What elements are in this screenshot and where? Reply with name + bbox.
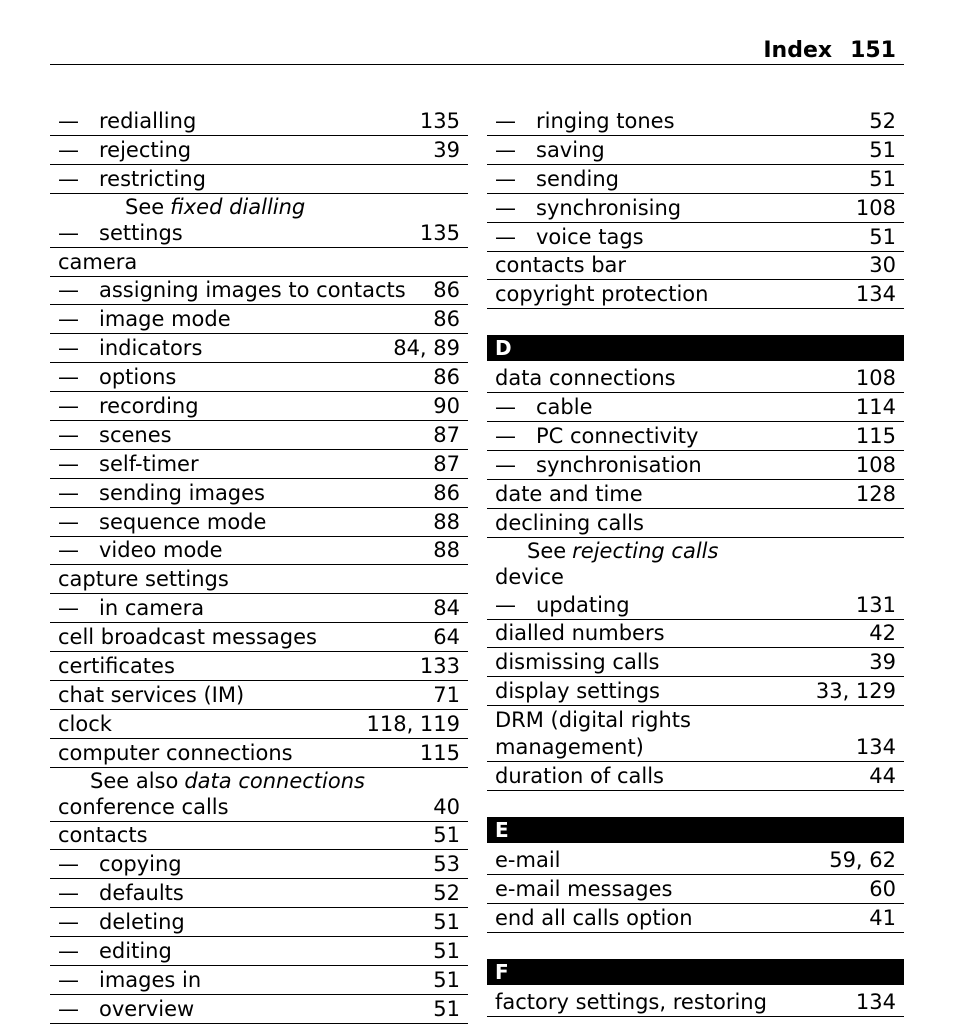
see-target: data connections <box>184 768 365 793</box>
entry-term: options <box>99 365 177 390</box>
index-entry <box>487 510 904 538</box>
index-subentry <box>487 224 904 252</box>
index-entry <box>50 624 468 652</box>
entry-pages: 44 <box>869 764 896 789</box>
entry-term-wrap <box>495 707 755 761</box>
entry-term-wrap <box>58 566 229 593</box>
index-subentry <box>50 306 468 334</box>
entry-term-wrap <box>495 481 643 508</box>
subentry-dash: — <box>58 278 79 303</box>
subentry-dash: — <box>495 395 516 420</box>
subentry-dash: — <box>58 910 79 935</box>
subentry-dash: — <box>58 166 79 191</box>
entry-pages: 108 <box>855 453 896 478</box>
entry-term-wrap <box>495 678 660 705</box>
entry-term-wrap <box>58 740 293 767</box>
index-entry <box>487 763 904 791</box>
subentry-dash: — <box>58 365 79 390</box>
entry-term: overview <box>99 996 195 1021</box>
entry-term-wrap <box>495 905 693 932</box>
index-subentry <box>487 423 904 451</box>
entry-term: PC connectivity <box>536 424 699 449</box>
entry-term-wrap <box>58 220 183 247</box>
entry-pages: 51 <box>433 996 460 1021</box>
index-subentry <box>50 480 468 508</box>
index-entry <box>487 678 904 706</box>
entry-pages: 51 <box>869 224 896 249</box>
entry-pages: 51 <box>433 910 460 935</box>
index-subentry <box>50 451 468 479</box>
entry-term-wrap <box>495 394 593 421</box>
entry-term: indicators <box>99 336 203 361</box>
entry-pages: 30 <box>869 253 896 278</box>
index-subentry <box>50 277 468 305</box>
index-entry <box>487 481 904 509</box>
entry-term: settings <box>99 220 183 245</box>
entry-term: data connections <box>495 366 676 391</box>
entry-term-wrap <box>58 794 229 821</box>
index-subentry <box>50 851 468 879</box>
entry-term: contacts bar <box>495 253 627 278</box>
entry-term-wrap <box>495 989 767 1016</box>
see-label: See <box>125 194 165 219</box>
index-subentry <box>50 909 468 937</box>
entry-pages: 40 <box>433 794 460 819</box>
subentry-dash: — <box>58 394 79 419</box>
entry-pages: 88 <box>433 538 460 563</box>
entry-term: image mode <box>99 307 231 332</box>
subentry-dash: — <box>495 109 516 133</box>
entry-term: sequence mode <box>99 509 267 534</box>
index-subentry <box>50 422 468 450</box>
index-subentry <box>50 996 468 1024</box>
entry-term-wrap <box>495 195 681 222</box>
entry-term-wrap <box>58 595 204 622</box>
entry-term-wrap <box>58 335 202 362</box>
index-column-right <box>487 108 904 1018</box>
entry-pages: 90 <box>433 394 460 419</box>
index-subentry <box>50 967 468 995</box>
entry-term-wrap <box>58 137 191 164</box>
entry-term: defaults <box>99 881 184 906</box>
entry-term-wrap <box>495 365 676 392</box>
entry-pages: 108 <box>855 366 896 391</box>
entry-term-wrap <box>495 876 673 903</box>
entry-pages: 134 <box>855 989 896 1014</box>
entry-term: sending images <box>99 480 266 505</box>
entry-term-wrap <box>58 938 172 965</box>
entry-pages: 135 <box>419 109 460 133</box>
entry-pages: 131 <box>855 592 896 617</box>
index-subentry <box>487 166 904 194</box>
subentry-dash: — <box>495 424 516 449</box>
index-entry <box>487 252 904 280</box>
entry-term: camera <box>58 249 138 274</box>
entry-pages: 87 <box>433 451 460 476</box>
entry-term-wrap <box>495 847 561 874</box>
see-label: See <box>527 538 567 563</box>
entry-pages: 52 <box>869 109 896 133</box>
entry-pages: 84 <box>433 596 460 621</box>
entry-term: scenes <box>99 422 172 447</box>
entry-pages: 33, 129 <box>815 679 896 704</box>
entry-term: conference calls <box>58 794 229 819</box>
entry-term: redialling <box>99 109 197 133</box>
index-entry <box>50 653 468 681</box>
entry-term-wrap <box>58 711 112 738</box>
entry-term-wrap <box>58 108 196 135</box>
entry-pages: 115 <box>419 740 460 765</box>
index-subentry <box>50 364 468 392</box>
subentry-dash: — <box>58 996 79 1021</box>
entry-term: saving <box>536 137 605 162</box>
entry-term: copying <box>99 852 182 877</box>
entry-term-wrap <box>58 624 317 651</box>
entry-term: updating <box>536 592 630 617</box>
entry-pages: 88 <box>433 509 460 534</box>
entry-term-wrap <box>495 108 675 135</box>
index-entry <box>50 794 468 822</box>
entry-term-wrap <box>58 822 148 849</box>
entry-term: self-timer <box>99 451 199 476</box>
entry-pages: 53 <box>433 852 460 877</box>
section-letter: D <box>487 335 904 361</box>
entry-term: clock <box>58 711 112 736</box>
section-letter: F <box>487 959 904 985</box>
subentry-dash: — <box>58 451 79 476</box>
entry-term: chat services (IM) <box>58 682 245 707</box>
see-label: See also <box>90 768 179 793</box>
entry-term-wrap <box>495 423 698 450</box>
entry-pages: 118, 119 <box>366 711 460 736</box>
entry-pages: 51 <box>433 939 460 964</box>
index-subentry <box>50 509 468 537</box>
entry-term: certificates <box>58 654 175 679</box>
entry-term-wrap <box>495 281 708 308</box>
entry-pages: 115 <box>855 424 896 449</box>
entry-pages: 86 <box>433 480 460 505</box>
entry-term-wrap <box>495 166 619 193</box>
entry-pages: 87 <box>433 422 460 447</box>
entry-pages: 51 <box>433 967 460 992</box>
index-subentry <box>487 108 904 136</box>
entry-pages: 39 <box>433 137 460 162</box>
index-subentry <box>487 452 904 480</box>
subentry-dash: — <box>58 596 79 621</box>
index-entry <box>487 989 904 1017</box>
see-target: rejecting calls <box>572 538 719 563</box>
entry-pages: 51 <box>433 823 460 848</box>
index-entry <box>487 847 904 875</box>
entry-term-wrap <box>495 620 665 647</box>
entry-term: copyright protection <box>495 282 709 307</box>
index-subentry <box>487 394 904 422</box>
entry-term: cell broadcast messages <box>58 625 317 650</box>
entry-term-wrap <box>58 509 266 536</box>
index-subentry <box>50 880 468 908</box>
entry-term: date and time <box>495 481 643 506</box>
index-subentry <box>50 166 468 194</box>
entry-term: display settings <box>495 679 660 704</box>
entry-term: deleting <box>99 910 185 935</box>
entry-term: e-mail messages <box>495 876 673 901</box>
entry-term: contacts <box>58 823 148 848</box>
entry-term-wrap <box>495 452 702 479</box>
subentry-dash: — <box>58 881 79 906</box>
index-subentry <box>50 595 468 623</box>
entry-term-wrap <box>495 510 644 537</box>
entry-term-wrap <box>58 249 137 276</box>
page-header <box>50 36 904 65</box>
see-reference <box>50 769 468 794</box>
entry-term-wrap <box>58 364 176 391</box>
entry-pages: 51 <box>869 166 896 191</box>
index-subentry <box>50 220 468 248</box>
entry-term: computer connections <box>58 740 293 765</box>
entry-pages: 51 <box>869 137 896 162</box>
subentry-dash: — <box>58 137 79 162</box>
entry-pages: 134 <box>855 282 896 307</box>
entry-pages: 128 <box>855 481 896 506</box>
entry-term-wrap <box>495 564 564 591</box>
entry-term: duration of calls <box>495 764 664 789</box>
page-number: 151 <box>850 38 896 63</box>
entry-term: DRM (digital rights management) <box>495 708 691 760</box>
entry-term-wrap <box>58 967 201 994</box>
index-column-left <box>50 108 468 1025</box>
entry-pages: 86 <box>433 365 460 390</box>
entry-term: e-mail <box>495 848 561 873</box>
entry-pages: 86 <box>433 307 460 332</box>
index-entry <box>487 620 904 648</box>
see-target: fixed dialling <box>170 194 306 219</box>
subentry-dash: — <box>58 480 79 505</box>
entry-term-wrap <box>58 909 185 936</box>
subentry-dash: — <box>58 220 79 245</box>
entry-pages: 134 <box>855 735 896 760</box>
entry-pages: 71 <box>433 682 460 707</box>
entry-pages: 59, 62 <box>829 848 896 873</box>
entry-term-wrap <box>58 393 199 420</box>
entry-term-wrap <box>58 306 231 333</box>
index-entry <box>50 566 468 594</box>
index-subentry <box>487 137 904 165</box>
entry-term: images in <box>99 967 202 992</box>
subentry-dash: — <box>495 592 516 617</box>
index-entry <box>487 905 904 933</box>
entry-term: declining calls <box>495 510 644 535</box>
entry-pages: 52 <box>433 881 460 906</box>
entry-pages: 133 <box>419 654 460 679</box>
entry-term-wrap <box>495 649 659 676</box>
entry-term: synchronising <box>536 195 682 220</box>
entry-pages: 108 <box>855 195 896 220</box>
entry-pages: 64 <box>433 625 460 650</box>
index-entry <box>487 876 904 904</box>
entry-term: ringing tones <box>536 109 675 133</box>
entry-term: factory settings, restoring <box>495 989 767 1014</box>
index-entry <box>50 682 468 710</box>
see-reference <box>50 195 468 220</box>
subentry-dash: — <box>58 109 79 133</box>
entry-term: rejecting <box>99 137 192 162</box>
index-entry <box>50 740 468 768</box>
subentry-dash: — <box>495 166 516 191</box>
entry-term: capture settings <box>58 567 229 592</box>
entry-term: assigning images to contacts <box>99 278 406 303</box>
section-letter: E <box>487 817 904 843</box>
entry-term-wrap <box>58 422 172 449</box>
entry-term: editing <box>99 939 172 964</box>
entry-term: synchronisation <box>536 453 702 478</box>
entry-term-wrap <box>495 137 605 164</box>
entry-pages: 84, 89 <box>393 336 460 361</box>
entry-pages: 60 <box>869 876 896 901</box>
entry-term: recording <box>99 394 199 419</box>
entry-term: dialled numbers <box>495 621 665 646</box>
subentry-dash: — <box>58 307 79 332</box>
subentry-dash: — <box>495 224 516 249</box>
index-subentry <box>487 592 904 620</box>
subentry-dash: — <box>495 453 516 478</box>
subentry-dash: — <box>58 422 79 447</box>
entry-term: cable <box>536 395 593 420</box>
subentry-dash: — <box>495 137 516 162</box>
index-subentry <box>50 137 468 165</box>
entry-term-wrap <box>58 277 406 304</box>
subentry-dash: — <box>58 939 79 964</box>
entry-term-wrap <box>58 537 223 564</box>
entry-term-wrap <box>495 252 626 279</box>
entry-pages: 114 <box>855 395 896 420</box>
subentry-dash: — <box>58 538 79 563</box>
entry-term-wrap <box>495 224 644 251</box>
entry-term: sending <box>536 166 619 191</box>
entry-term: in camera <box>99 596 205 621</box>
index-entry <box>50 711 468 739</box>
entry-term: restricting <box>99 166 206 191</box>
entry-term-wrap <box>58 880 184 907</box>
entry-term-wrap <box>58 682 244 709</box>
entry-pages: 42 <box>869 621 896 646</box>
entry-term-wrap <box>495 592 630 619</box>
subentry-dash: — <box>58 852 79 877</box>
entry-term-wrap <box>58 653 175 680</box>
index-entry <box>487 564 904 591</box>
entry-pages: 135 <box>419 220 460 245</box>
header-title: Index <box>763 38 833 63</box>
subentry-dash: — <box>58 967 79 992</box>
index-entry <box>487 707 904 762</box>
index-subentry <box>487 195 904 223</box>
index-subentry <box>50 108 468 136</box>
entry-term: end all calls option <box>495 905 693 930</box>
index-subentry <box>50 393 468 421</box>
subentry-dash: — <box>495 195 516 220</box>
entry-term: dismissing calls <box>495 650 660 675</box>
subentry-dash: — <box>58 509 79 534</box>
index-entry <box>487 281 904 309</box>
entry-term-wrap <box>58 480 265 507</box>
see-reference <box>487 539 904 564</box>
entry-pages: 86 <box>433 278 460 303</box>
entry-term: voice tags <box>536 224 644 249</box>
entry-term: device <box>495 564 564 589</box>
subentry-dash: — <box>58 336 79 361</box>
entry-term-wrap <box>58 166 206 193</box>
entry-term-wrap <box>58 996 194 1023</box>
index-entry <box>487 649 904 677</box>
index-subentry <box>50 938 468 966</box>
index-entry <box>487 365 904 393</box>
index-entry <box>50 822 468 850</box>
entry-term-wrap <box>58 451 199 478</box>
entry-term: video mode <box>99 538 223 563</box>
index-subentry <box>50 537 468 565</box>
index-subentry <box>50 335 468 363</box>
entry-pages: 39 <box>869 650 896 675</box>
index-entry <box>50 249 468 277</box>
entry-term-wrap <box>58 851 182 878</box>
entry-pages: 41 <box>869 905 896 930</box>
entry-term-wrap <box>495 763 664 790</box>
